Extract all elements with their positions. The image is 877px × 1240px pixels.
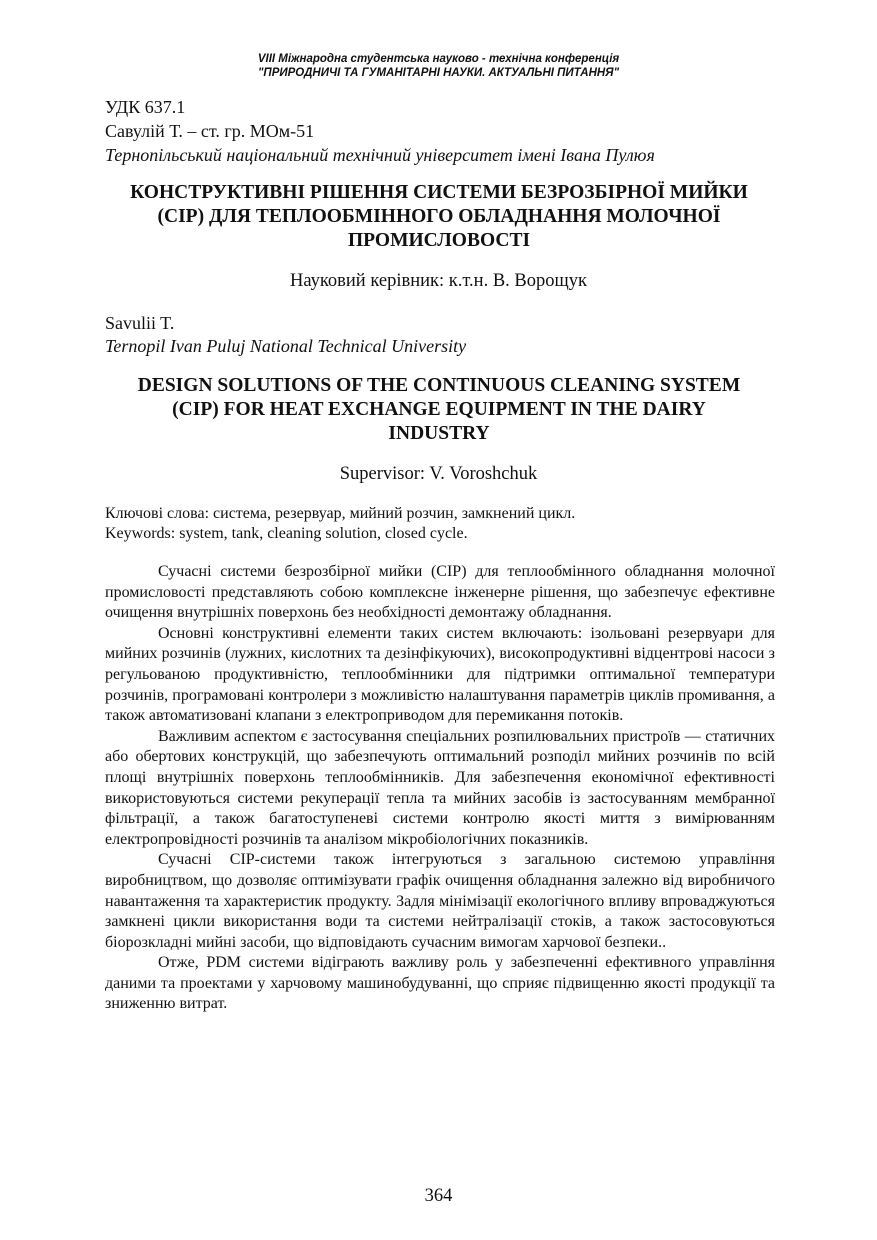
body-paragraph: Отже, PDM системи відіграють важливу роль у забезпеченні ефективного управління даними та проектами у харчовому машинобудуванні, що сприяє підвищенню якості продукції та зниженню витрат. (105, 954, 775, 1013)
title-ua-line: (CIP) ДЛЯ ТЕПЛООБМІННОГО ОБЛАДНАННЯ МОЛОЧНОЇ (157, 206, 721, 227)
title-en-line: (CIP) FOR HEAT EXCHANGE EQUIPMENT IN THE DAIRY (172, 399, 706, 420)
supervisor-en: Supervisor: V. Voroshchuk (339, 464, 538, 484)
conference-subtitle-line: "ПРИРОДНИЧІ ТА ГУМАНІТАРНІ НАУКИ. АКТУАЛЬНІ ПИТАННЯ" (257, 67, 620, 79)
conference-title-line: VIII Міжнародна студентська науково - технічна конференція (257, 53, 620, 65)
supervisor-ua: Науковий керівник: к.т.н. В. Ворощук (289, 271, 587, 291)
body-paragraph: Сучасні CIP-системи також інтегруються з загальною системою управління виробництвом, що дозволяє оптимізувати графік очищення обладнання залежно від виробничого навантаження та характеристик продукту. Задля мінімізації екологічного впливу впроваджуються замкнені цикли використання води та системи нейтралізації стоків, а також застосовуються біорозкладні мийні засоби, що відповідають сучасним вимогам харчової безпеки.. (105, 851, 775, 951)
body-text (105, 562, 775, 1015)
title-ua-line: ПРОМИСЛОВОСТІ (347, 230, 531, 251)
author-ua: Савулій Т. – ст. гр. МОм-51 (105, 121, 315, 141)
body-paragraph: Сучасні системи безрозбірної мийки (CIP) для теплообмінного обладнання молочної промисловості представляють собою комплексне інженерне рішення, що забезпечує ефективне очищення внутрішніх поверхонь без необхідності демонтажу обладнання. (105, 563, 775, 622)
title-ua (105, 181, 773, 253)
body-paragraph: Основні конструктивні елементи таких систем включають: ізольовані резервуари для мийних розчинів (лужних, кислотних та дезінфікуючих), високопродуктивні відцентрові насоси з регульованою продуктивністю, теплообмінники для підтримки оптимальної температури розчинів, програмовані контролери з можливістю налаштування параметрів циклів промивання, а також автоматизовані клапани з електроприводом для перемикання потоків. (105, 624, 775, 725)
conference-header (0, 52, 877, 80)
author-en: Savulii T. (105, 313, 175, 333)
udc-code: УДК 637.1 (105, 97, 186, 117)
keywords-ua: Ключові слова: система, резервуар, мийний розчин, замкнений цикл. (105, 505, 576, 522)
affiliation-ua: Тернопільський національний технічний університет імені Івана Пулюя (105, 145, 655, 165)
title-en (105, 374, 773, 446)
title-en-line: INDUSTRY (388, 423, 490, 444)
keywords-en: Keywords: system, tank, cleaning solution, closed cycle. (105, 525, 468, 542)
title-ua-line: КОНСТРУКТИВНІ РІШЕННЯ СИСТЕМИ БЕЗРОЗБІРНОЇ МИЙКИ (130, 182, 748, 203)
body-paragraph: Важливим аспектом є застосування спеціальних розпилювальних пристроїв — статичних або обертових конструкцій, що забезпечують оптимальний розподіл мийних розчинів по всій площі внутрішніх поверхонь теплообмінників. Для забезпечення економічної ефективності використовуються системи рекуперації тепла та мийних засобів із застосуванням мембранної фільтрації, а також багатоступеневі системи контролю якості миття з вимірюванням електропровідності розчинів та аналізом мікробіологічних показників. (105, 727, 775, 848)
affiliation-en: Ternopil Ivan Puluj National Technical University (105, 336, 467, 356)
title-en-line: DESIGN SOLUTIONS OF THE CONTINUOUS CLEANING SYSTEM (137, 375, 741, 396)
page-number: 364 (424, 1186, 453, 1206)
